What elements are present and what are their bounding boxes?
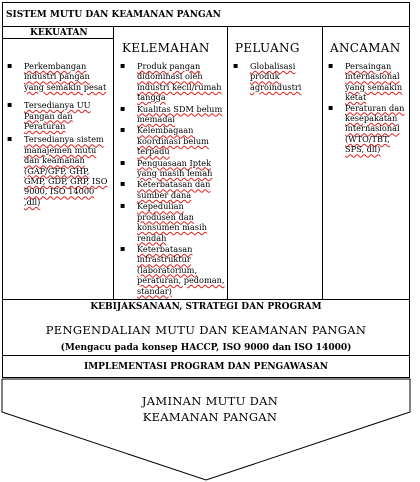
kekuatan-header: KEKUATAN — [30, 28, 88, 38]
list-item: ▪ Kepedulian produsen dan konsumen masih rendah — [119, 201, 225, 243]
list-item: ▪ Tersedianya UU Pangan dan Peraturan — [6, 100, 110, 131]
outcome-text — [0, 393, 420, 425]
list-item: ▪ Kualitas SDM belum memadai — [119, 104, 225, 125]
policy-main: PENGENDALIAN MUTU DAN KEAMANAN PANGAN — [45, 323, 367, 337]
list-item: ▪ Globalisasi produk agroindustri — [232, 61, 318, 92]
outcome-line-1: JAMINAN MUTU DAN — [141, 394, 279, 408]
list-item: ▪ Tersedianya sistem manajemen mutu dan keamanan (GAP/GFP, GHP, GMP, GDP, GRP, ISO 9000, ISO 14000 ,dll) — [6, 134, 110, 207]
implementation-label: IMPLEMENTASI PROGRAM DAN PENGAWASAN — [84, 362, 328, 372]
list-item: ▪ Keterbatasan infrastruktur (laboratorium, peraturan, pedoman, standar) — [119, 244, 225, 296]
diagram-title: SISTEM MUTU DAN KEAMANAN PANGAN — [6, 10, 221, 20]
list-item: ▪ Keterbatasan dan sumber dana — [119, 179, 225, 200]
outcome-line-2: KEAMANAN PANGAN — [142, 410, 278, 424]
list-item: ▪ Produk pangan didominasi oleh industri kecil/rumah tangga — [119, 61, 225, 103]
list-item: ▪ Kelembagaan koordinasi belum terpadu — [119, 125, 225, 156]
kelemahan-header: KELEMAHAN — [122, 41, 210, 55]
ancaman-header: ANCAMAN — [330, 41, 401, 55]
list-item: ▪ Persaingan internasional yang semakin ketat — [327, 61, 409, 103]
policy-heading: KEBIJAKSANAAN, STRATEGI DAN PROGRAM — [90, 302, 322, 312]
list-item: ▪ Peraturan dan kesepakatan internasional (WTO/TBT, SPS, dll) — [327, 103, 409, 155]
list-item: ▪ Perkembangan industri pangan yang semakin pesat — [6, 61, 110, 92]
list-item: ▪ Penguasaan Iptek yang masih lemah — [119, 158, 225, 179]
peluang-header: PELUANG — [235, 41, 300, 55]
policy-note: (Mengacu pada konsep HACCP, ISO 9000 dan ISO 14000) — [60, 343, 352, 353]
